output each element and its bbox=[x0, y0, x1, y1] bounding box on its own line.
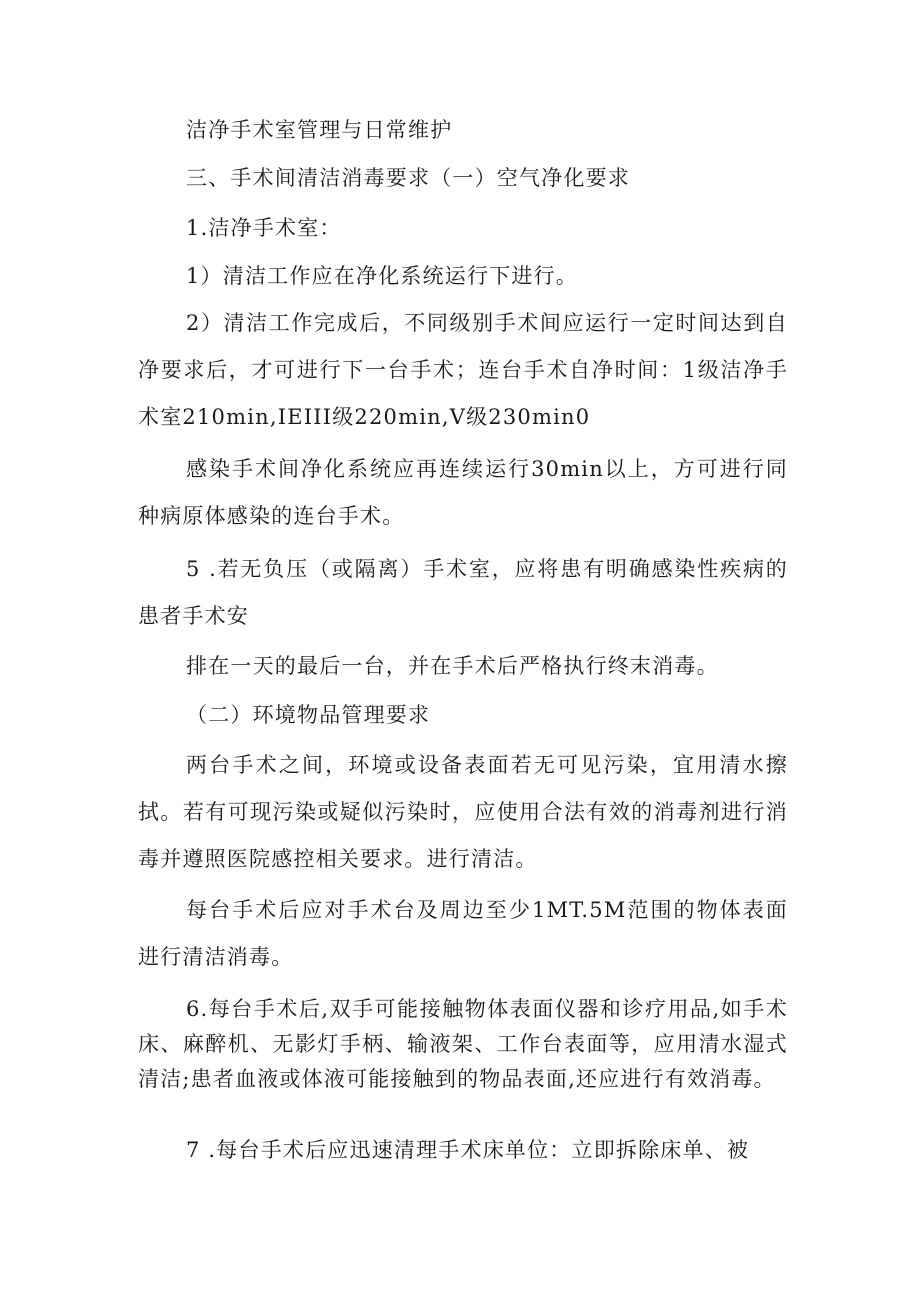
paragraph-item-1: 1.洁净手术室： bbox=[186, 216, 342, 240]
subsection-heading-environment: （二）环境物品管理要求 bbox=[186, 703, 431, 727]
paragraph-item-5: 5 .若无负压（或隔离）手术室，应将患有明确感染性疾病的患者手术安 bbox=[138, 557, 788, 628]
paragraph-between-operations: 两台手术之间，环境或设备表面若无可见污染，宜用清水擦拭。若有可现污染或疑似污染时，应使用合法有效的消毒剂进行消毒并遵照医院感控相关要求。进行清洁。 bbox=[138, 753, 788, 871]
paragraph-item-6: 6.每台手术后,双手可能接触物体表面仪器和诊疗用品,如手术床、麻醉机、无影灯手柄、输液架、工作台表面等，应用清水湿式清洁;患者血液或体液可能接触到的物品表面,还应进行有效消毒。 bbox=[138, 997, 788, 1091]
paragraph-item-1-2: 2）清洁工作完成后，不同级别手术间应运行一定时间达到自净要求后，才可进行下一台手术；连台手术自净时间：1级洁净手术室210min,IEIII级220min,V级230min0 bbox=[138, 311, 788, 429]
paragraph-surface-cleaning: 每台手术后应对手术台及周边至少1MT.5M范围的物体表面进行清洁消毒。 bbox=[138, 898, 788, 969]
paragraph-item-1-1: 1）清洁工作应在净化系统运行下进行。 bbox=[186, 264, 578, 288]
subsection-heading: 三、手术间清洁消毒要求（一）空气净化要求 bbox=[186, 166, 630, 190]
section-heading: 洁净手术室管理与日常维护 bbox=[186, 118, 453, 142]
paragraph-infection-room: 感染手术间净化系统应再连续运行30min以上，方可进行同种病原体感染的连台手术。 bbox=[138, 457, 788, 528]
paragraph-item-7: 7 .每台手术后应迅速清理手术床单位：立即拆除床单、被 bbox=[186, 1138, 750, 1162]
paragraph-schedule-last: 排在一天的最后一台，并在手术后严格执行终末消毒。 bbox=[186, 654, 719, 678]
